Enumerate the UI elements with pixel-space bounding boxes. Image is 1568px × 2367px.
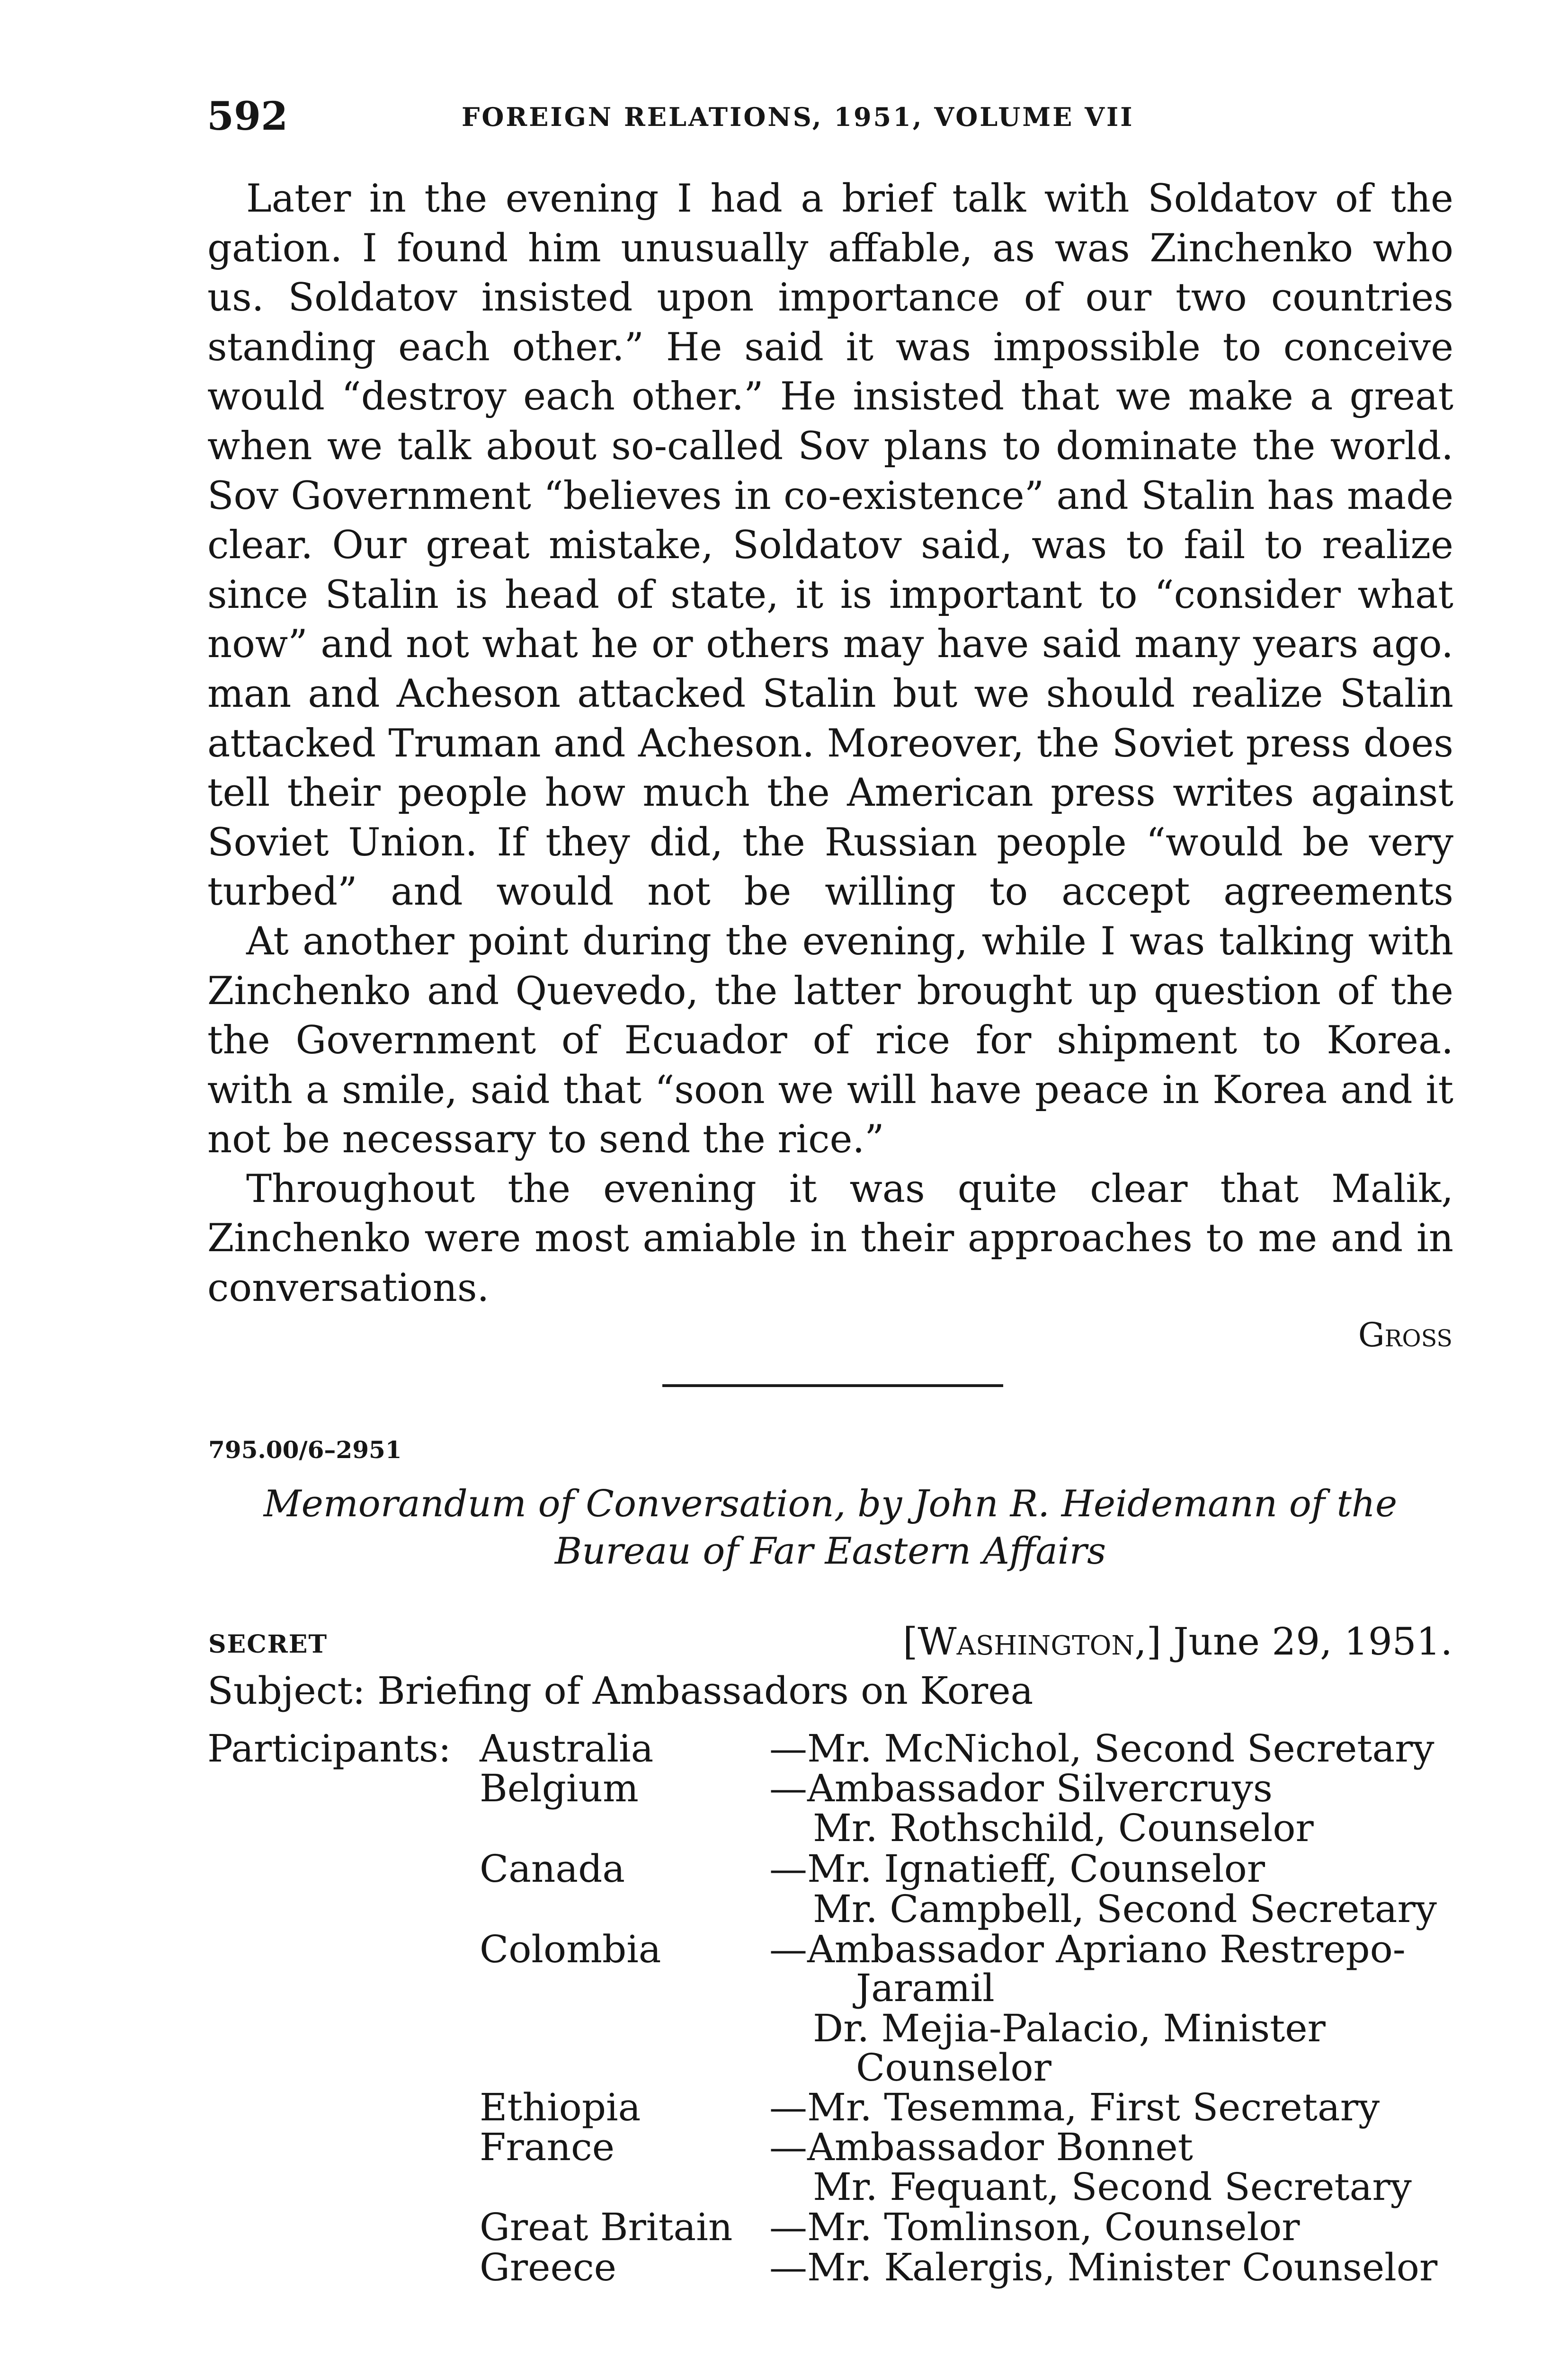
file-number: 795.00/6–2951 (208, 1436, 402, 1464)
body-line: not be necessary to send the rice.” (207, 1117, 884, 1162)
participant-entry: Mr. Fequant, Second Secretary (813, 2165, 1412, 2209)
body-line: At another point during the evening, while I was talking with (246, 919, 1453, 964)
participant-entry: Mr. Rothschild, Counselor (813, 1806, 1314, 1850)
memo-title-line: Bureau of Far Eastern Affairs (554, 1530, 1106, 1573)
body-line: clear. Our great mistake, Soldatov said, was to fail to realize (207, 523, 1453, 568)
body-line: would “destroy each other.” He insisted that we make a great (207, 374, 1453, 419)
body-line: tell their people how much the American press writes against (207, 771, 1453, 816)
subject-line: Subject: Briefing of Ambassadors on Korea (207, 1669, 1033, 1713)
page-number: 592 (207, 94, 288, 139)
body-line: the Government of Ecuador of rice for shipment to Korea. (207, 1018, 1453, 1063)
dateline-place: Washington (918, 1620, 1135, 1664)
participant-entry: —Mr. Tomlinson, Counselor (769, 2205, 1300, 2249)
body-line: since Stalin is head of state, it is important to “consider what (207, 572, 1453, 617)
dateline-open: [ (903, 1620, 918, 1664)
participant-entry: Mr. Campbell, Second Secretary (813, 1887, 1437, 1931)
body-line: attacked Truman and Acheson. Moreover, the Soviet press does (207, 721, 1453, 766)
classification-label: SECRET (208, 1630, 328, 1659)
country-name: France (480, 2125, 615, 2169)
dateline (903, 1620, 1452, 1664)
participant-entry: —Mr. McNichol, Second Secretary (769, 1726, 1434, 1771)
participant-entry: —Ambassador Silvercruys (769, 1766, 1273, 1810)
body-line: Zinchenko and Quevedo, the latter brought up question of the (207, 969, 1453, 1014)
participants-label: Participants: (207, 1726, 451, 1771)
participant-entry: Dr. Mejia-Palacio, Minister (813, 2006, 1326, 2050)
body-line: now” and not what he or others may have said many years ago. (207, 622, 1453, 667)
participant-entry: Counselor (856, 2046, 1051, 2090)
memo-title (207, 1480, 1453, 1575)
section-divider (662, 1384, 1003, 1387)
country-name: Canada (480, 1847, 625, 1891)
country-name: Great Britain (480, 2205, 733, 2249)
participant-entry: Jaramil (856, 1966, 995, 2010)
letter-body (207, 174, 1453, 1313)
body-line: man and Acheson attacked Stalin but we should realize Stalin (207, 671, 1453, 716)
participant-entry: —Ambassador Bonnet (769, 2125, 1193, 2169)
participant-entry: —Ambassador Apriano Restrepo- (769, 1927, 1406, 1971)
signature: Gross (1358, 1316, 1452, 1354)
running-head: FOREIGN RELATIONS, 1951, VOLUME VII (462, 102, 1134, 132)
participant-entry: —Mr. Ignatieff, Counselor (769, 1847, 1265, 1891)
country-name: Belgium (480, 1766, 639, 1810)
participant-entry: —Mr. Kalergis, Minister Counselor (769, 2245, 1438, 2289)
dateline-date: ,] June 29, 1951. (1134, 1620, 1452, 1664)
body-line: when we talk about so-called Sov plans to dominate the world. (207, 424, 1453, 469)
body-line: Sov Government “believes in co-existence” and Stalin has made (207, 473, 1453, 518)
body-line: with a smile, said that “soon we will have peace in Korea and it (207, 1068, 1453, 1112)
body-line: Zinchenko were most amiable in their approaches to me and in (207, 1216, 1453, 1261)
body-line: Later in the evening I had a brief talk with Soldatov of the (246, 177, 1453, 221)
participant-entry: —Mr. Tesemma, First Secretary (769, 2085, 1380, 2129)
body-line: conversations. (207, 1266, 490, 1311)
country-name: Greece (480, 2245, 616, 2289)
body-line: Throughout the evening it was quite clear that Malik, (246, 1166, 1453, 1211)
country-name: Colombia (480, 1927, 661, 1971)
country-name: Ethiopia (480, 2085, 641, 2129)
body-line: Soviet Union. If they did, the Russian people “would be very (207, 820, 1453, 865)
body-line: turbed” and would not be willing to accept agreements (207, 870, 1453, 915)
body-line: standing each other.” He said it was impossible to conceive (207, 325, 1453, 370)
memo-title-line: Memorandum of Conversation, by John R. Heidemann of the (263, 1483, 1398, 1525)
country-name: Australia (480, 1726, 654, 1771)
body-line: us. Soldatov insisted upon importance of our two countries (207, 276, 1453, 320)
body-line: gation. I found him unusually affable, as was Zinchenko who (207, 226, 1453, 271)
